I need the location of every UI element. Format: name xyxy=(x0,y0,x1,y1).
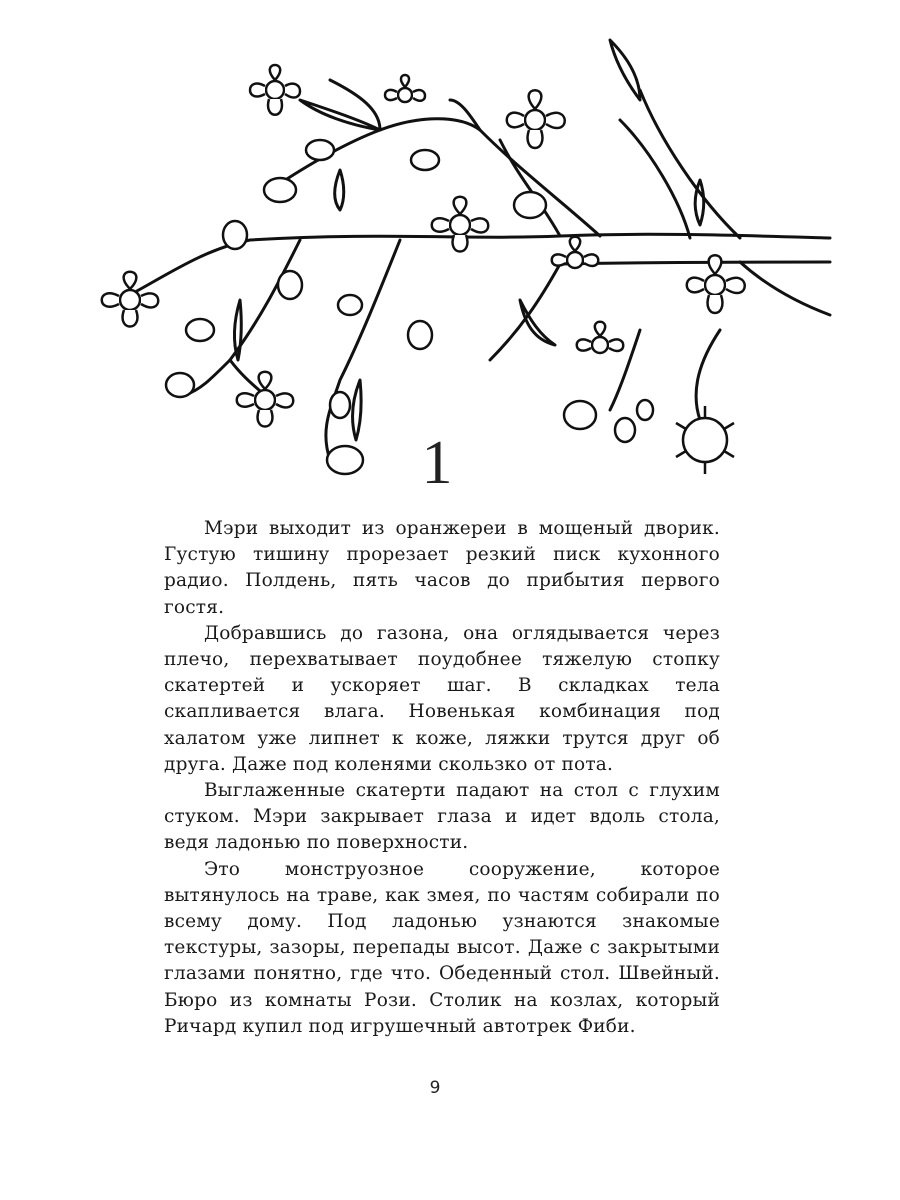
paragraph: Это монструозное сооружение, которое вытянулось на траве, как змея, по частям собирали по всему дому. Под ладонью узнаются знакомые текстуры, зазоры, перепады высот. Даже с закрытыми глазами понятно, где что. Обеденный стол. Швейный. Бюро из комнаты Рози. Столик на козлах, который Ричард купил под игрушечный автотрек Фиби. xyxy=(164,858,720,1037)
paragraph: Мэри выходит из оранжереи в мощеный дворик. Густую тишину прорезает резкий писк кухонного радио. Полдень, пять часов до прибытия первого гостя. xyxy=(164,518,720,618)
page-number: 9 xyxy=(429,1078,441,1098)
paragraph: Добравшись до газона, она оглядывается через плечо, перехватывает поудобнее тяжелую стопку скатертей и ускоряет шаг. В складках тела скапливается влага. Новенькая комбинация под халатом уже липнет к коже, ляжки трутся друг об друга. Даже под коленями скользко от пота. xyxy=(164,622,720,775)
blossom-branch-illustration xyxy=(0,0,900,500)
chapter-body xyxy=(164,516,720,1040)
chapter-number: 1 xyxy=(421,429,453,497)
paragraph: Выглаженные скатерти падают на стол с глухим стуком. Мэри закрывает глаза и идет вдоль стола, ведя ладонью по поверхности. xyxy=(164,780,720,854)
